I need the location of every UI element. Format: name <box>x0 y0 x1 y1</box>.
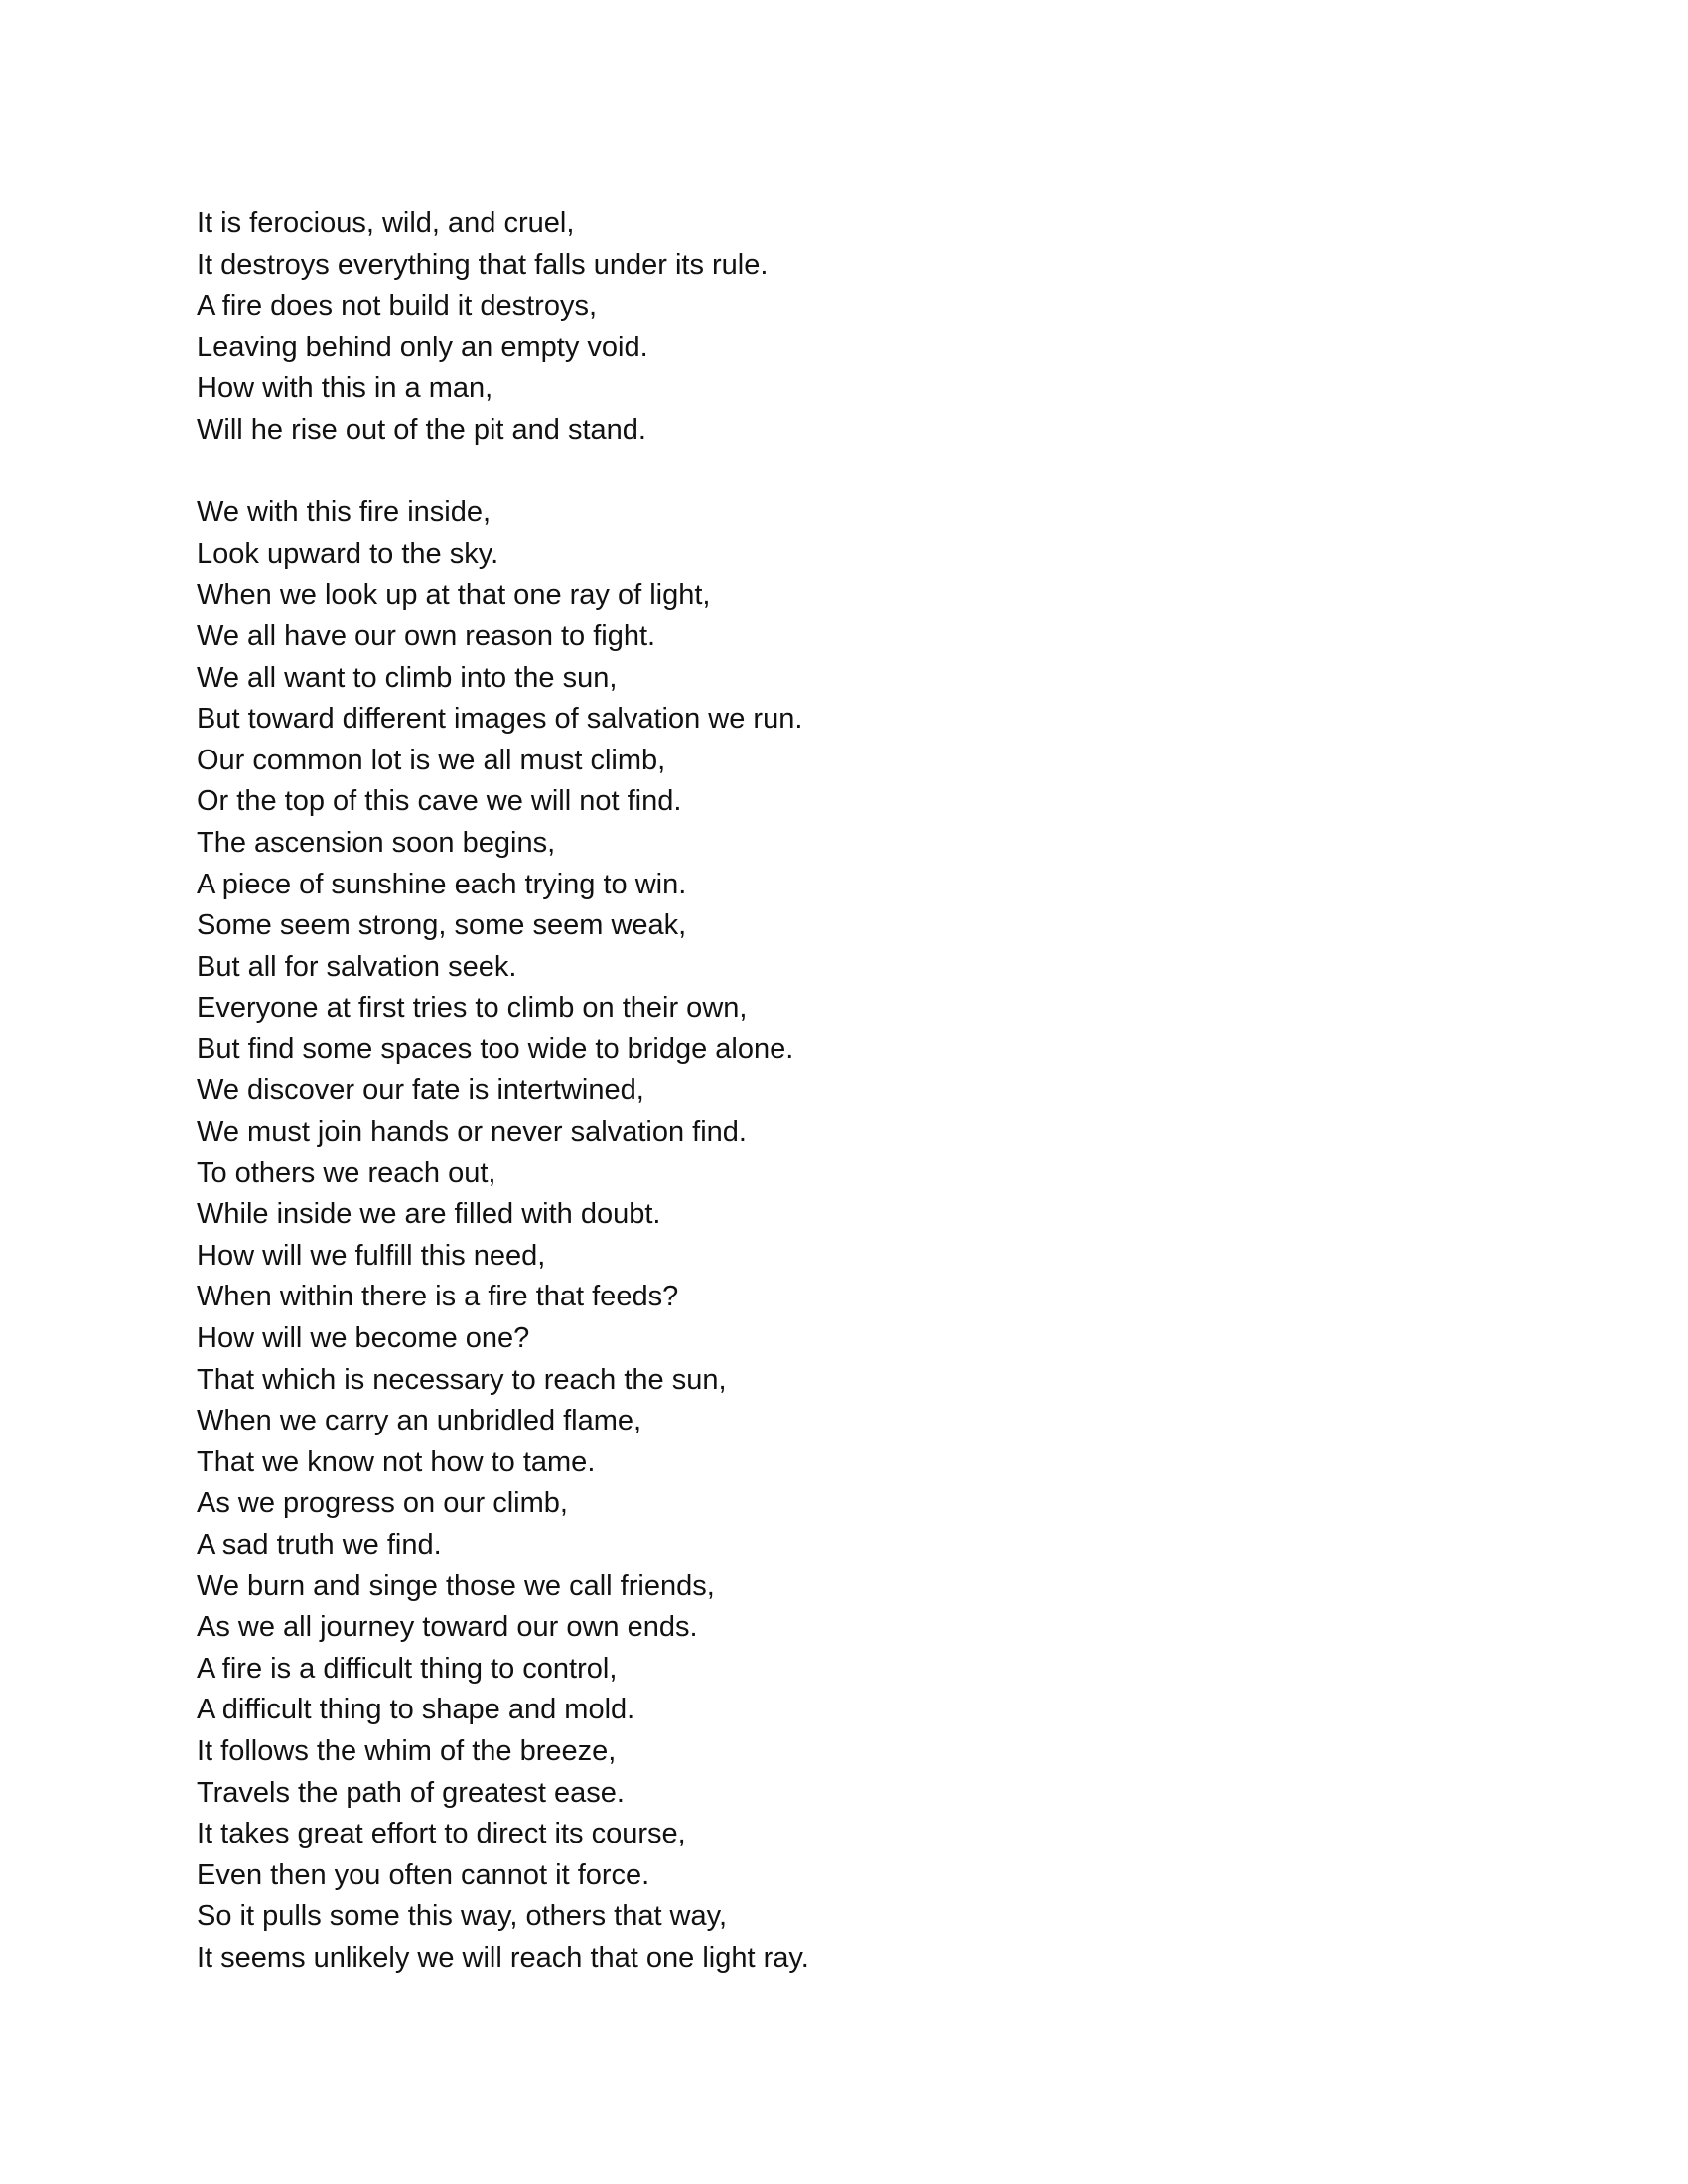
poem-line: Some seem strong, some seem weak, <box>197 909 687 942</box>
poem-stanza <box>197 204 1487 452</box>
poem-line: Our common lot is we all must climb, <box>197 744 666 776</box>
poem-line: A fire does not build it destroys, <box>197 290 597 323</box>
poem-line: That which is necessary to reach the sun, <box>197 1363 727 1396</box>
poem-line: We all have our own reason to fight. <box>197 619 656 652</box>
poem-line: A sad truth we find. <box>197 1529 442 1561</box>
poem-stanza <box>197 492 1487 1979</box>
poem-line: When within there is a fire that feeds? <box>197 1281 679 1313</box>
poem-body <box>197 204 1487 2020</box>
poem-line: Will he rise out of the pit and stand. <box>197 413 646 446</box>
poem-line: It takes great effort to direct its course, <box>197 1818 686 1850</box>
poem-line: We with this fire inside, <box>197 496 492 529</box>
poem-line: The ascension soon begins, <box>197 826 556 859</box>
poem-line: A difficult thing to shape and mold. <box>197 1694 635 1726</box>
poem-line: How will we become one? <box>197 1322 530 1355</box>
poem-line: We must join hands or never salvation find. <box>197 1116 747 1149</box>
poem-line: How will we fulfill this need, <box>197 1239 546 1272</box>
poem-line: Or the top of this cave we will not find. <box>197 785 682 818</box>
poem-line: To others we reach out, <box>197 1157 496 1189</box>
poem-line: That we know not how to tame. <box>197 1445 596 1478</box>
poem-line: It seems unlikely we will reach that one light ray. <box>197 1941 809 1974</box>
poem-line: We burn and singe those we call friends, <box>197 1570 715 1602</box>
poem-line: But toward different images of salvation we run. <box>197 703 803 736</box>
poem-line: How with this in a man, <box>197 372 493 405</box>
poem-line: We discover our fate is intertwined, <box>197 1074 644 1107</box>
poem-line: A piece of sunshine each trying to win. <box>197 868 687 900</box>
poem-line: It is ferocious, wild, and cruel, <box>197 207 575 239</box>
poem-line: Even then you often cannot it force. <box>197 1858 650 1891</box>
poem-line: But find some spaces too wide to bridge alone. <box>197 1032 794 1065</box>
poem-line: As we progress on our climb, <box>197 1487 568 1520</box>
poem-line: While inside we are filled with doubt. <box>197 1198 661 1231</box>
poem-line: So it pulls some this way, others that way, <box>197 1900 728 1933</box>
poem-line: When we look up at that one ray of light, <box>197 579 711 612</box>
poem-line: When we carry an unbridled flame, <box>197 1405 642 1437</box>
poem-line: But all for salvation seek. <box>197 950 517 983</box>
poem-line: Everyone at first tries to climb on their own, <box>197 992 748 1024</box>
poem-line: It destroys everything that falls under its rule. <box>197 248 769 281</box>
poem-line: Leaving behind only an empty void. <box>197 331 648 363</box>
poem-line: Travels the path of greatest ease. <box>197 1776 625 1809</box>
poem-line: A fire is a difficult thing to control, <box>197 1652 618 1685</box>
poem-line: It follows the whim of the breeze, <box>197 1734 617 1767</box>
poem-line: Look upward to the sky. <box>197 537 499 570</box>
poem-line: As we all journey toward our own ends. <box>197 1611 698 1644</box>
poem-line: We all want to climb into the sun, <box>197 661 618 694</box>
